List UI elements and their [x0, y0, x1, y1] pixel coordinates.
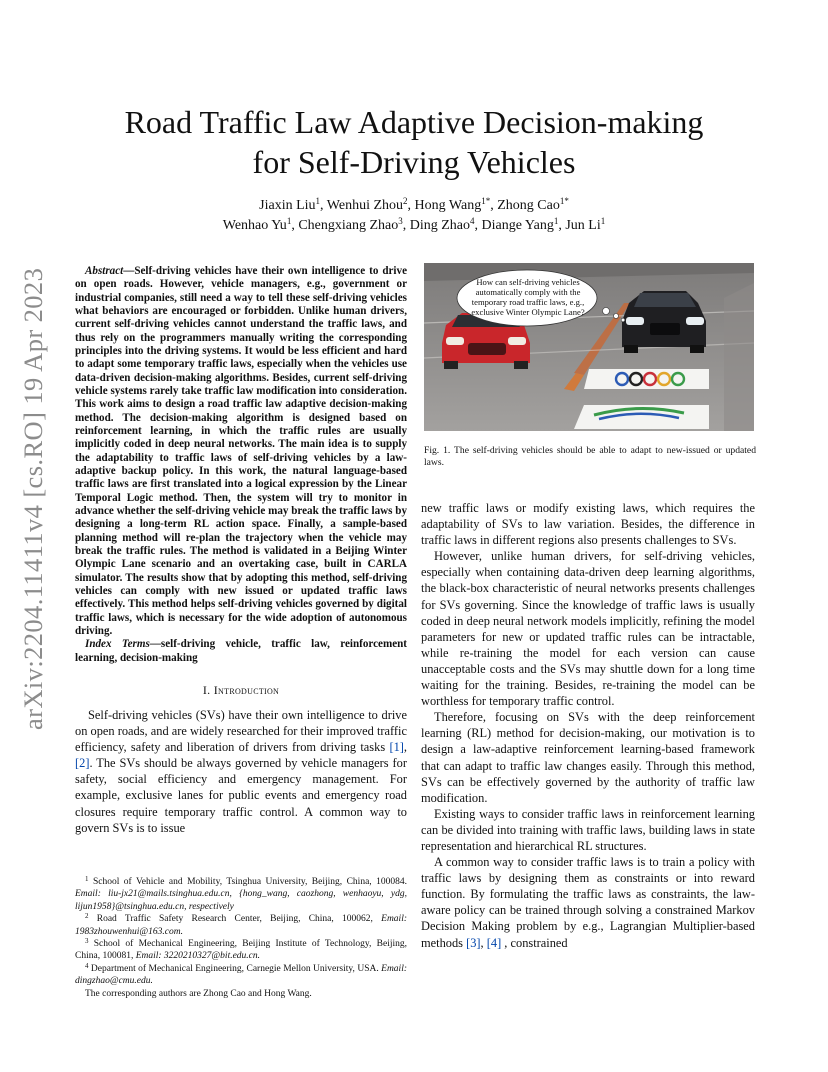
footnote-email: Email: dingzhao@cmu.edu. [75, 963, 407, 987]
section-heading-introduction [75, 682, 407, 698]
footnote-text: School of Mechanical Engineering, Beijing Institute of Technology, Beijing, China, 100081, [75, 939, 407, 962]
left-column [75, 265, 407, 836]
author-affil: 4 [470, 216, 475, 226]
author-line-1: Jiaxin Liu$^1$, Wenhui Zhou$^2$, Hong Wang$^{1*}$, Zhong Cao$^{1*}$ [259, 196, 569, 213]
author-affil: 1 [553, 216, 559, 226]
footnote-text: Road Traffic Safety Research Center, Beijing, China, 100062, [88, 914, 382, 925]
paragraph: However, unlike human drivers, for self-driving vehicles, especially when containing data-driven deep learning algorithms, the black-box characteristic of neural networks presents challenges for SVs governing. Since the knowledge of traffic laws is usually coded in deep neural network models implicitly, refining the model parameters for new or updated traffic rules can be intractable, while re-training the model for each version can cause unacceptable costs and the SVs may shuttle down for a long time waiting for the training. Besides, re-training the model can be worthless for temporary traffic control. [421, 549, 755, 709]
bubble-text: How can self-driving vehicles automatically comply with the temporary road traffic laws, e.g., exclusive Winter Olympic Lane? [471, 277, 585, 317]
paragraph [421, 854, 755, 951]
paragraph-text: , constrained [501, 935, 568, 950]
citation-link[interactable]: [3] [466, 935, 481, 950]
author-affil: 1 [286, 216, 292, 226]
paragraph-text: , [480, 935, 487, 950]
paragraph: Existing ways to consider traffic laws in reinforcement learning can be divided into training with traffic laws, building laws in state representation and hierarchical RL structures. [421, 806, 755, 853]
citation-link[interactable]: [2] [75, 756, 90, 771]
abstract [75, 265, 407, 638]
footnote-email: Email: 3220210327@bit.edu.cn. [135, 951, 261, 962]
corresponding-authors: The corresponding authors are Zhong Cao and Hong Wang. [85, 988, 312, 999]
author-name: Hong Wang [414, 198, 482, 213]
footnote-text: Department of Mechanical Engineering, Carnegie Mellon University, USA. [88, 963, 382, 974]
citation-link[interactable]: [4] [486, 935, 502, 950]
road-scene-illustration [424, 263, 754, 431]
author-name: Wenhao Yu [222, 218, 287, 233]
footnote [75, 963, 407, 988]
author-affil: 2 [403, 196, 408, 206]
citation-link[interactable]: [1] [389, 740, 404, 755]
author-line-2: Wenhao Yu$^1$, Chengxiang Zhao$^3$, Ding Zhao$^4$, Diange Yang$^1$, Jun Li$^1$ [222, 216, 606, 233]
paragraph: new traffic laws or modify existing laws, which requires the adaptability of SVs to law variation. Besides, the difference in traffic laws in different regions also presents challenges to SVs. [421, 501, 755, 548]
paragraph: Therefore, focusing on SVs with the deep reinforcement learning (RL) method for decision-making, our motivation is to design a law-adaptive reinforcement learning-based framework that can adapt to traffic law changes easily. Through this method, SVs can be effectively governed by the authority of traffic law modification. [421, 710, 755, 805]
intro-text: Self-driving vehicles (SVs) have their own intelligence to drive on open roads, and are widely researched for their improved traffic efficiency, safety and liberation of drivers from driving tasks [75, 707, 407, 755]
paper-title [80, 102, 748, 182]
arxiv-identifier: arXiv:2204.11411v4 [cs.RO] 19 Apr 2023 [18, 267, 48, 730]
intro-text: , [403, 740, 407, 755]
intro-paragraph [75, 707, 407, 836]
author-name: Ding Zhao [409, 218, 470, 233]
black-car [622, 291, 706, 353]
footnote-email: Email: 1983zhouwenhui@163.com. [75, 914, 407, 937]
footnote-mark: 1 [85, 875, 89, 883]
index-terms-text: —self-driving vehicle, traffic law, reinforcement learning, decision-making [75, 638, 407, 664]
footnote [75, 876, 407, 913]
section-number: I. [202, 682, 214, 697]
abstract-text: —Self-driving vehicles have their own intelligence to drive on open roads. However, vehicle managers, e.g., government or industrial companies, still need a way to tell these self-driving vehicles what behaviors are encouraged or forbidden. Unlike human drivers, current self-driving vehicles cannot understand the traffic laws, and thus rely on the programmers manually writing the corresponding principles into the driving systems. It would be less efficient and hard to adapt some temporary traffic laws, especially when the vehicles use data-driven decision-making algorithms. Besides, current self-driving vehicle systems rarely take traffic law modification into consideration. This work aims to design a road traffic law adaptive decision-making method. The decision-making algorithm is designed based on reinforcement learning, in which the traffic rules are usually implicitly coded in deep neural networks. The main idea is to supply the adaptability to traffic laws of self-driving vehicles by a law-adaptive backup policy. In this work, the natural language-based traffic laws are first translated into a logical expression by the Linear Temporal Logic method. Then, the system will try to monitor in advance whether the self-driving vehicle may break the traffic laws by designing a long-term RL action space. Finally, a sample-based planning method will re-plan the trajectory when the vehicle may break the traffic rules. The method is validated in a Beijing Winter Olympic Lane scenario and an overtaking case, built in CARLA simulator. The results show that by adopting this method, self-driving vehicles can comply with new issued or updated traffic laws effectively. This method helps self-driving vehicles governed by digital traffic laws, which is necessary for the wide adoption of autonomous driving. [75, 265, 407, 637]
author-list [80, 196, 748, 236]
title-line-2: for Self-Driving Vehicles [252, 144, 576, 180]
footnotes [75, 876, 407, 1000]
title-line-1: Road Traffic Law Adaptive Decision-making [124, 104, 704, 140]
author-affil: 3 [398, 216, 403, 226]
author-affil: 1 [315, 196, 321, 206]
author-affil: 1* [481, 196, 491, 206]
footnote-mark: 3 [85, 937, 89, 946]
author-name: Wenhui Zhou [326, 198, 404, 213]
right-column [421, 500, 755, 951]
intro-text: . The SVs should be always governed by vehicle managers for safety, social efficiency and emergency management. For example, exclusive lanes for public events and emergency road closures require temporary traffic control. A common way to govern SVs is to issue [75, 756, 407, 835]
footnote [75, 938, 407, 963]
footnote-mark: 4 [85, 961, 89, 970]
index-terms-label: Index Terms [85, 638, 150, 651]
footnote-mark: 2 [85, 912, 89, 921]
author-name: Jiaxin Liu [259, 198, 316, 213]
footnote-email: Email: liu-jx21@mails.tsinghua.edu.cn, {hong_wang, caozhong, wenhaoyu, ydg, lijun1958}@tsinghua.edu.cn, respectively [75, 889, 407, 912]
author-name: Chengxiang Zhao [298, 218, 399, 233]
figure-1-image [424, 263, 754, 431]
author-name: Jun Li [565, 218, 601, 233]
figure-caption: Fig. 1. The self-driving vehicles should be able to adapt to new-issued or updated laws. [424, 445, 756, 469]
paragraph-text: A common way to consider traffic laws is to train a policy with traffic laws by designing them as constraints or into reward function. By formulating the traffic laws as constraints, the law-aware policy can be trained through solving a constrained Markov Decision Making problem by e.g., Lagrangian Multiplier-based methods [421, 855, 755, 950]
author-name: Zhong Cao [497, 198, 560, 213]
author-name: Diange Yang [481, 218, 554, 233]
author-affil: 1 [600, 216, 606, 226]
section-title: Introduction [213, 682, 280, 697]
footnote-text: School of Vehicle and Mobility, Tsinghua University, Beijing, China, 100084. [88, 877, 407, 887]
index-terms [75, 638, 407, 665]
abstract-label: Abstract [85, 265, 124, 277]
footnote [75, 913, 407, 938]
author-affil: 1* [559, 196, 569, 206]
